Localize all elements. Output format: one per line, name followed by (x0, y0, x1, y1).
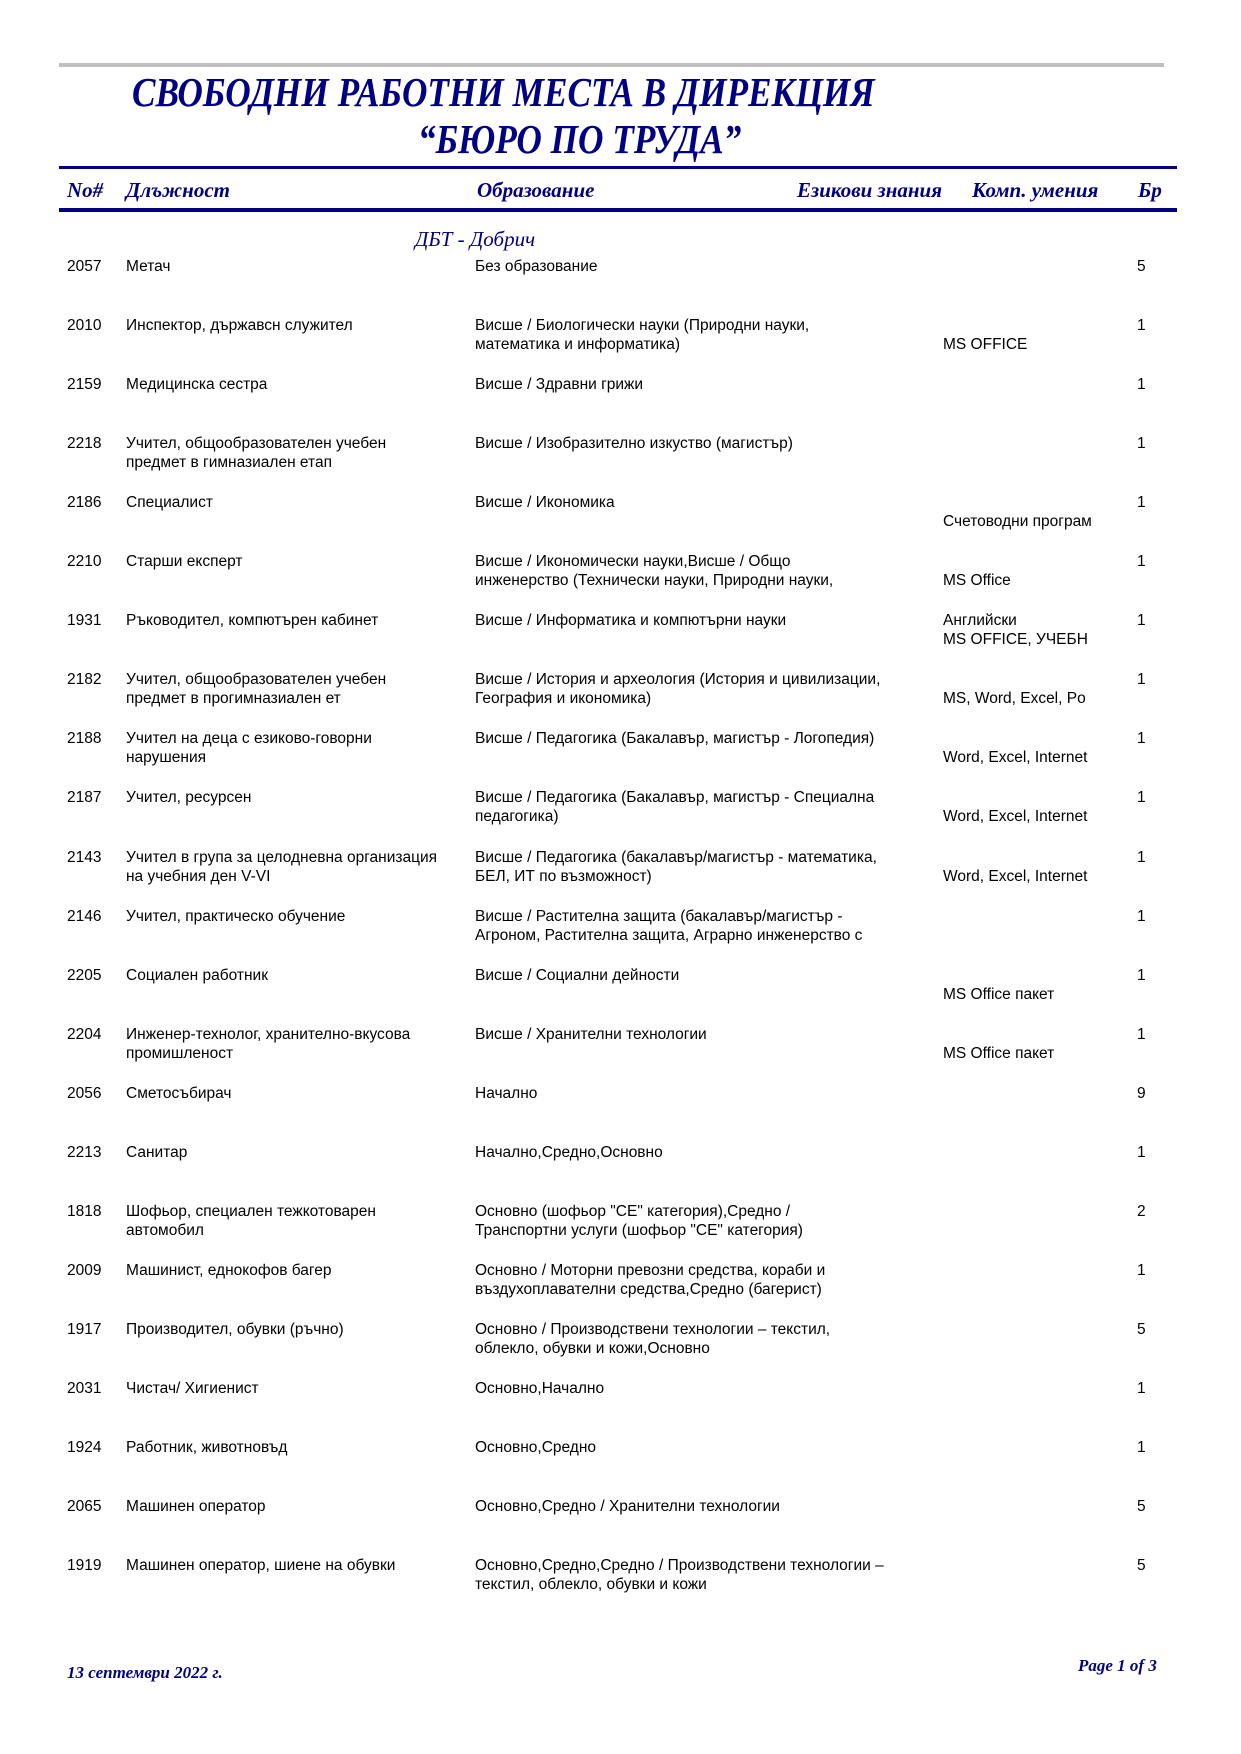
row-number: 2065 (67, 1498, 102, 1516)
row-position: Метач (126, 258, 171, 275)
row-education: Висше / Социални дейности (475, 966, 680, 984)
table-row (0, 1261, 1241, 1317)
row-count: 1 (1137, 435, 1146, 453)
row-position: Учител на деца с езиково-говорни нарушения (126, 730, 372, 767)
table-row (0, 434, 1241, 490)
row-count: 2 (1137, 1202, 1146, 1220)
header-position: Длъжност (126, 178, 230, 202)
row-education: Висше / Растителна защита (бакалавър/магистър - Агроном, Растителна защита, Аграрно инженерство с (475, 907, 863, 944)
row-count: 1 (1137, 317, 1146, 335)
row-number: 2213 (67, 1143, 102, 1161)
row-education: Без образование (475, 258, 598, 275)
page-title-line-2: “БЮРО ПО ТРУДА” (418, 116, 742, 162)
header-rule-bottom (59, 208, 1177, 212)
row-education: Начално,Средно,Основно (475, 1143, 663, 1161)
header-count: Бр (1138, 178, 1162, 202)
footer-date: 13 септември 2022 г. (67, 1663, 223, 1682)
row-computer-skills: MS OFFICE, УЧЕБН (943, 631, 1088, 649)
row-number: 2204 (67, 1025, 102, 1043)
row-education: Основно / Производствени технологии – текстил, облекло, обувки и кожи,Основно (475, 1320, 831, 1357)
row-computer-skills: MS, Word, Excel, Po (943, 690, 1086, 708)
row-count: 1 (1137, 907, 1146, 925)
row-position: Учител в група за целодневна организация на учебния ден V-VI (126, 848, 438, 885)
row-count: 1 (1137, 1379, 1146, 1397)
row-position: Учител, практическо обучение (126, 907, 346, 925)
table-row (0, 1379, 1241, 1435)
table-row (0, 1320, 1241, 1376)
row-position: Специалист (126, 494, 213, 512)
row-count: 1 (1137, 730, 1146, 748)
header-languages: Езикови знания (797, 178, 943, 202)
row-languages: Английски (943, 612, 1017, 630)
row-position: Санитар (126, 1143, 188, 1161)
row-position: Инженер-технолог, хранително-вкусова промишленост (126, 1025, 411, 1062)
row-education: Висше / Педагогика (Бакалавър, магистър - Специална педагогика) (475, 789, 875, 826)
header-no: No# (67, 178, 104, 202)
row-computer-skills: Word, Excel, Internet (943, 867, 1088, 885)
table-row (0, 670, 1241, 726)
row-number: 2187 (67, 789, 102, 807)
row-count: 1 (1137, 612, 1146, 630)
row-education: Висше / Хранителни технологии (475, 1025, 707, 1043)
row-education: Висше / Изобразително изкуство (магистър) (475, 435, 793, 453)
row-number: 2188 (67, 730, 102, 748)
row-count: 5 (1137, 1320, 1146, 1338)
row-education: Основно / Моторни превозни средства, кораби и въздухоплавателни средства,Средно (багерист) (475, 1261, 826, 1298)
section-title: ДБТ - Добрич (415, 227, 536, 251)
row-number: 2182 (67, 671, 102, 689)
row-position: Производител, обувки (ръчно) (126, 1320, 344, 1338)
table-row (0, 552, 1241, 608)
row-number: 1818 (67, 1202, 102, 1220)
row-computer-skills: Word, Excel, Internet (943, 749, 1088, 767)
row-count: 1 (1137, 966, 1146, 984)
row-number: 2056 (67, 1084, 102, 1102)
row-computer-skills: MS Office (943, 572, 1011, 590)
row-position: Старши експерт (126, 553, 243, 571)
row-number: 1917 (67, 1320, 102, 1338)
table-row (0, 375, 1241, 431)
table-row (0, 493, 1241, 549)
row-count: 1 (1137, 671, 1146, 689)
row-count: 9 (1137, 1084, 1146, 1102)
row-number: 2009 (67, 1261, 102, 1279)
top-gray-rule (59, 63, 1164, 67)
row-education: Висше / Биологически науки (Природни науки, математика и информатика) (475, 317, 810, 354)
row-count: 1 (1137, 494, 1146, 512)
row-number: 2218 (67, 435, 102, 453)
table-row (0, 1438, 1241, 1494)
row-number: 2205 (67, 966, 102, 984)
row-count: 1 (1137, 1143, 1146, 1161)
row-computer-skills: Счетоводни програм (943, 513, 1092, 531)
table-row (0, 848, 1241, 904)
header-computer-skills: Комп. умения (972, 178, 1099, 202)
row-education: Висше / Здравни грижи (475, 376, 644, 394)
row-count: 5 (1137, 258, 1146, 275)
table-row (0, 257, 1241, 313)
header-education: Образование (477, 178, 595, 202)
table-row (0, 611, 1241, 667)
row-position: Учител, ресурсен (126, 789, 252, 807)
row-education: Начално (475, 1084, 538, 1102)
table-row (0, 788, 1241, 844)
table-row (0, 1202, 1241, 1258)
page-title-line-1: СВОБОДНИ РАБОТНИ МЕСТА В ДИРЕКЦИЯ (132, 69, 875, 115)
table-row (0, 729, 1241, 785)
row-number: 2031 (67, 1379, 102, 1397)
row-position: Сметосъбирач (126, 1084, 232, 1102)
row-position: Машинен оператор (126, 1498, 266, 1516)
table-row (0, 1556, 1241, 1612)
row-education: Висше / Икономика (475, 494, 615, 512)
footer-page-number: Page 1 of 3 (1078, 1656, 1157, 1675)
row-education: Висше / Педагогика (Бакалавър, магистър - Логопедия) (475, 730, 875, 748)
table-row (0, 907, 1241, 963)
row-number: 2210 (67, 553, 102, 571)
table-row (0, 1025, 1241, 1081)
row-education: Основно,Средно (475, 1439, 597, 1456)
row-number: 2146 (67, 907, 102, 925)
row-count: 5 (1137, 1557, 1146, 1575)
row-position: Социален работник (126, 966, 268, 984)
row-education: Основно,Средно / Хранителни технологии (475, 1498, 780, 1516)
row-position: Шофьор, специален тежкотоварен автомобил (126, 1202, 376, 1239)
row-computer-skills: MS Office пакет (943, 1044, 1055, 1062)
row-education: Висше / История и археология (История и цивилизации, География и икономика) (475, 671, 881, 708)
row-education: Основно,Начално (475, 1379, 605, 1397)
row-number: 2057 (67, 258, 102, 275)
row-position: Работник, животновъд (126, 1439, 288, 1456)
row-count: 1 (1137, 1261, 1146, 1279)
row-number: 1919 (67, 1557, 102, 1575)
row-count: 5 (1137, 1498, 1146, 1516)
table-row (0, 1497, 1241, 1553)
row-education: Висше / Информатика и компютърни науки (475, 612, 787, 630)
row-education: Основно,Средно,Средно / Производствени технологии – текстил, облекло, обувки и кожи (475, 1557, 884, 1594)
row-education: Висше / Икономически науки,Висше / Общо инженерство (Технически науки, Природни науки, (475, 553, 834, 590)
row-education: Основно (шофьор "CE" категория),Средно / Транспортни услуги (шофьор "CE" категория) (475, 1202, 803, 1239)
table-row (0, 1143, 1241, 1199)
row-number: 1924 (67, 1439, 102, 1456)
row-position: Учител, общообразователен учебен предмет в гимназиален етап (126, 435, 387, 472)
row-count: 1 (1137, 789, 1146, 807)
row-count: 1 (1137, 376, 1146, 394)
row-number: 2186 (67, 494, 102, 512)
row-computer-skills: MS Office пакет (943, 985, 1055, 1003)
row-computer-skills: Word, Excel, Internet (943, 808, 1088, 826)
row-count: 1 (1137, 1439, 1146, 1456)
row-number: 2143 (67, 848, 102, 866)
table-row (0, 316, 1241, 372)
row-computer-skills: MS OFFICE (943, 336, 1028, 354)
row-position: Чистач/ Хигиенист (126, 1379, 259, 1397)
row-position: Машинен оператор, шиене на обувки (126, 1557, 396, 1575)
row-count: 1 (1137, 1025, 1146, 1043)
row-position: Инспектор, държавсн служител (126, 317, 353, 335)
row-position: Машинист, еднокофов багер (126, 1261, 332, 1279)
header-rule-top (59, 166, 1177, 169)
table-row (0, 966, 1241, 1022)
row-count: 1 (1137, 848, 1146, 866)
row-number: 2159 (67, 376, 102, 394)
row-position: Учител, общообразователен учебен предмет в прогимназиален ет (126, 671, 387, 708)
table-row (0, 1084, 1241, 1140)
row-education: Висше / Педагогика (бакалавър/магистър - математика, БЕЛ, ИТ по възможност) (475, 848, 877, 885)
row-count: 1 (1137, 553, 1146, 571)
row-number: 1931 (67, 612, 102, 630)
row-position: Медицинска сестра (126, 376, 268, 394)
row-position: Ръководител, компютърен кабинет (126, 612, 379, 630)
row-number: 2010 (67, 317, 102, 335)
